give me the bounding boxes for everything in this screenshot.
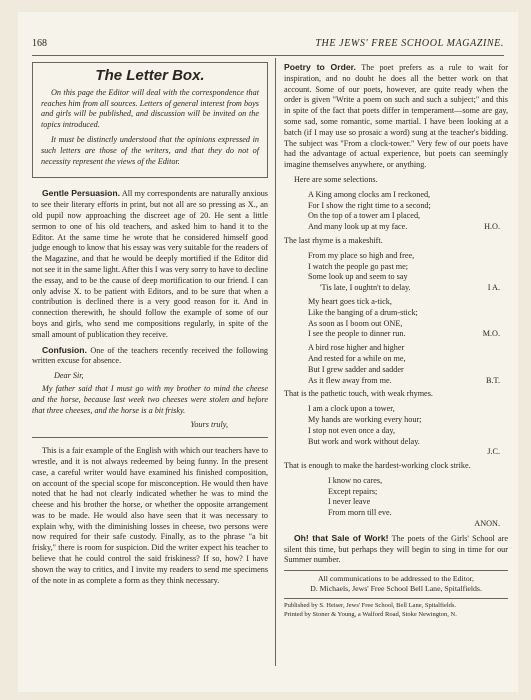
letter-signoff: Yours truly, bbox=[190, 420, 228, 430]
verse-signature: ANON. bbox=[474, 519, 500, 529]
verse-line: I never leave bbox=[328, 497, 371, 507]
sale-of-work-body: The poets of the Girls' School are silent this time, but perhaps they will begin to sing in time for our Summer number. bbox=[284, 533, 508, 565]
verse-ia bbox=[284, 251, 508, 294]
sale-of-work-heading: Oh! that Sale of Work! bbox=[294, 532, 389, 543]
verse-line: I am a clock upon a tower, bbox=[308, 404, 395, 414]
editor-address-notice bbox=[284, 574, 508, 594]
poetry-paragraph bbox=[284, 62, 508, 171]
verse-line: But I grew sadder and sadder bbox=[308, 364, 404, 374]
verse-signature: I A. bbox=[487, 283, 500, 293]
verse-line bbox=[308, 447, 508, 458]
letter-salutation: Dear Sir, bbox=[54, 371, 84, 381]
imprint-line: Printed by Stoner & Young, a Walford Road, Stoke Newington, N. bbox=[284, 610, 457, 618]
verse-line bbox=[308, 376, 508, 387]
sale-of-work-paragraph bbox=[284, 533, 508, 566]
verse-line: As soon as I boom out ONE, bbox=[308, 318, 403, 328]
gentle-persuasion-paragraph bbox=[32, 188, 268, 340]
verse-line bbox=[308, 222, 508, 233]
confusion-body: One of the teachers recently received the following written excuse for absence. bbox=[32, 345, 269, 366]
page-number: 168 bbox=[32, 38, 47, 49]
poetry-body: The poet prefers as a rule to wait for inspiration, and no doubt he does all the better work on that account. Some of our poets, however, are quite ready when the order is given "Write a poem on such and such a subject;" and this in spite of the fact that poets differ in temperament—some are gay, some sad, some romantic, some martial. I have been looking at a batch (if I may use so prosaic a word) sung at the teacher's bidding. The subject was "From a clock-tower." Very few of our poets have had the advantage of actual experience, but poets can seemingly imagine themselves anywhere, or anything. bbox=[284, 63, 509, 170]
verse-line: I know no cares, bbox=[328, 475, 383, 485]
left-column bbox=[32, 62, 268, 590]
imprint-line: Published by S. Heiser, Jews' Free School, Bell Lane, Spitalfields. bbox=[284, 602, 457, 610]
verse-mo bbox=[284, 297, 508, 340]
letter-box-panel bbox=[32, 62, 268, 178]
header-rule bbox=[32, 55, 504, 56]
verse-signature: H.O. bbox=[484, 222, 500, 232]
verse-anon bbox=[284, 476, 508, 530]
verse-line bbox=[328, 519, 508, 530]
verse-line bbox=[308, 283, 508, 294]
verse-line: And rested for a while on me, bbox=[308, 353, 406, 363]
verse-line: I stop not even once a day, bbox=[308, 425, 395, 435]
verse-signature: B.T. bbox=[486, 375, 500, 385]
quoted-letter: My father said that I must go with my brother to mind the cheese and the horse, because last week two cheeses were stolen and before that three cheeses, and the horse is a bit frisky. bbox=[32, 383, 268, 415]
editor-disclaimer: It must be distinctly understood that the opinions expressed in such letters are those of the writers, and that they do not of necessity represent the views of the Editor. bbox=[41, 134, 259, 166]
verse-line: A bird rose higher and higher bbox=[308, 343, 405, 353]
verse-line: Except repairs; bbox=[328, 486, 378, 496]
pathetic-note: That is the pathetic touch, with weak rhymes. bbox=[284, 389, 433, 399]
enough-note: That is enough to make the hardest-working clock strike. bbox=[284, 461, 471, 471]
verse-line: My hands are working every hour; bbox=[308, 414, 422, 424]
running-head bbox=[32, 38, 504, 52]
notice-line: All communications to be addressed to the Editor, bbox=[317, 574, 475, 584]
poetry-heading: Poetry to Order. bbox=[284, 62, 356, 72]
verse-line: But work and work without delay. bbox=[308, 436, 420, 446]
confusion-paragraph bbox=[32, 345, 268, 368]
journal-title: THE JEWS' FREE SCHOOL MAGAZINE. bbox=[315, 38, 504, 49]
verse-line: Like the banging of a drum-stick; bbox=[308, 307, 418, 317]
right-column bbox=[284, 62, 508, 619]
verse-line: A King among clocks am I reckoned, bbox=[308, 189, 431, 199]
verse-signature: M.O. bbox=[482, 329, 500, 339]
verse-signature: J.C. bbox=[487, 447, 500, 457]
confusion-heading: Confusion. bbox=[42, 344, 87, 355]
gentle-persuasion-heading: Gentle Persuasion. bbox=[42, 188, 121, 199]
verse-line: From my place so high and free, bbox=[308, 250, 415, 260]
editor-intro: On this page the Editor will deal with the correspondence that reaches him from all sources. Letters of general interest from boys and girls will be published, and discussion will be invited on the topics introduced. bbox=[41, 87, 259, 130]
verse-line: My heart goes tick a-tick, bbox=[308, 296, 392, 306]
verse-line-text: As it flew away from me. bbox=[308, 375, 392, 385]
verse-bt bbox=[284, 343, 508, 386]
verse-line-text: I see the people to dinner run. bbox=[308, 329, 406, 339]
verse-line: I watch the people go past me; bbox=[308, 261, 409, 271]
printer-imprint bbox=[284, 602, 508, 619]
notice-line: D. Michaels, Jews' Free School Bell Lane, Spitalfields. bbox=[310, 584, 482, 594]
magazine-page bbox=[18, 12, 518, 692]
confusion-commentary: This is a fair example of the English with which our teachers have to wrestle, and it is not always redeemed by being funny. In the present case, a careful writer would have examined his finished composition, on account of the special scope for misconception. He would then have noted that he had not clearly indicated whether he was to mind the cheese and his brother the horse, or whether the opposite arrangement was to be made. He would also have seen that it was necessary to explain why, with the diminishing losses in cheese, two persons were now required for their safe custody. Finally, as to the phrase "a bit frisky," there is room for suspicion. Did the writer expect his teacher to believe that he could control the said friskiness? If so, how? I have shown the way to critics, and I invite my readers to send me specimens of the note in as complete a form as they think necessary. bbox=[32, 446, 268, 585]
verse-line: From morn till eve. bbox=[328, 508, 392, 518]
makeshift-note: The last rhyme is a makeshift. bbox=[284, 235, 383, 245]
verse-line-text: 'Tis late, I oughtn't to delay. bbox=[320, 283, 411, 293]
section-title: The Letter Box. bbox=[95, 67, 205, 84]
gentle-persuasion-body: All my correspondents are naturally anxious to see their literary efforts in print, but not all are so pressing as X., an old pupil now approaching the discreet age of 20. He sent a little sermon to one of his old teachers, and asked him to hand it to the Editor. At the same time he wrote that he considered himself good judge enough to know that his essay was very suitable for the readers of the Magazine, and that he would be deeply mortified if the Editor did not see it in the same light. After this I was very sorry to have to decline the essay, and to be the cause of deep mortification to our friend. I can only advise X. to be patient with Editors, and to be sure that when a contribution is declined there is a very good reason for it. And in connection therewith, he should follow the example of some of our boys and girls, who send me compositions regularly, in spite of the small amount of publication they receive. bbox=[32, 189, 268, 339]
selections-lead: Here are some selections. bbox=[294, 174, 378, 184]
verse-jc bbox=[284, 404, 508, 458]
verse-line: On the top of a tower am I placed, bbox=[308, 211, 421, 221]
footer-rule bbox=[284, 570, 508, 571]
verse-line-text: And many look up at my face. bbox=[308, 222, 408, 232]
section-divider bbox=[32, 437, 268, 438]
footer-rule bbox=[284, 598, 508, 599]
column-divider bbox=[275, 58, 276, 666]
verse-line: For I show the right time to a second; bbox=[308, 200, 431, 210]
verse-ho bbox=[284, 190, 508, 233]
verse-line: Some look up and seem to say bbox=[308, 272, 408, 282]
verse-line bbox=[308, 329, 508, 340]
